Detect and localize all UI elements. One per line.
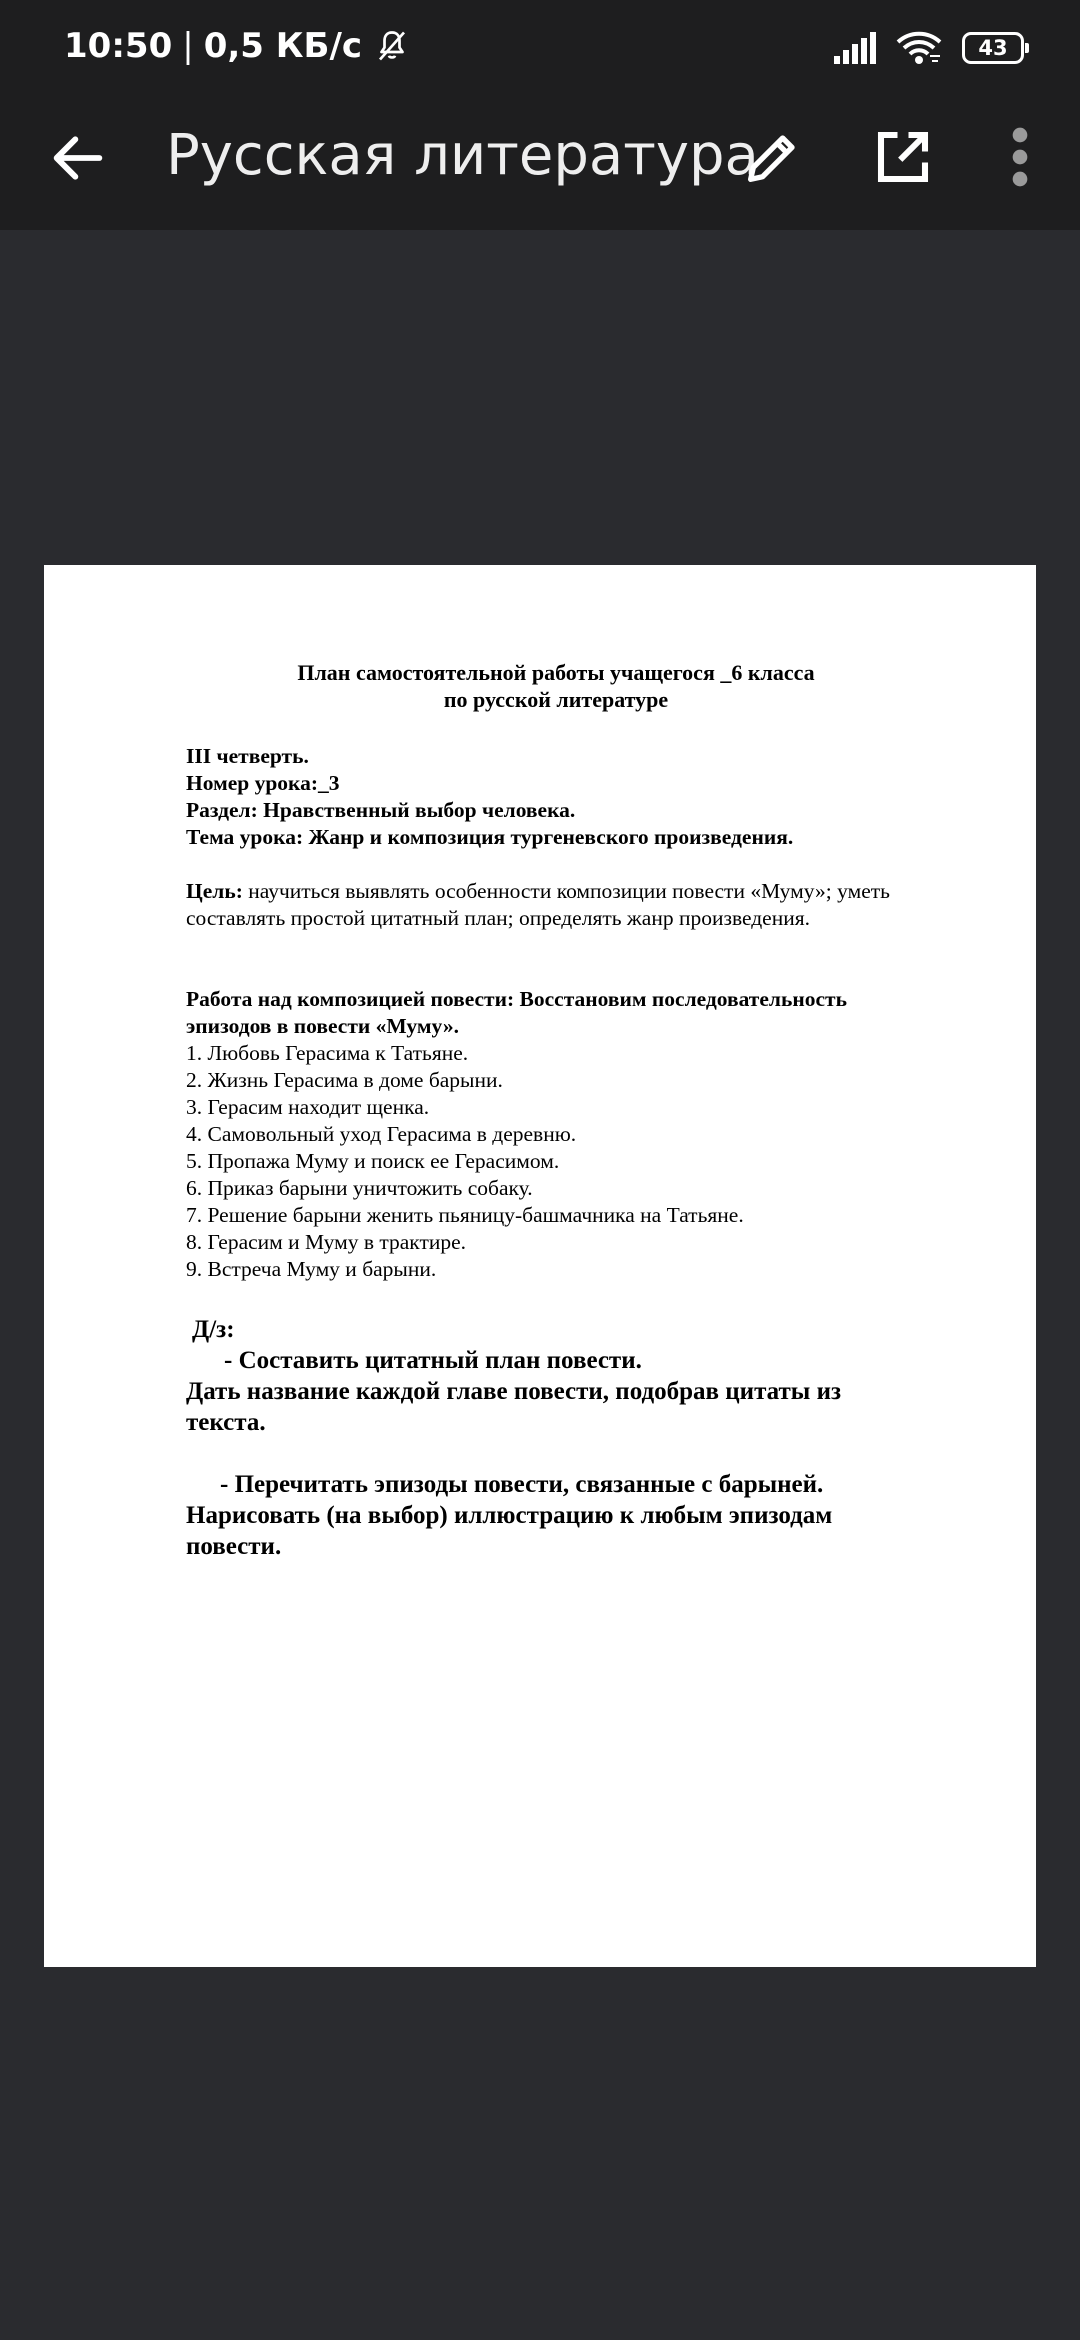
- work-heading: Работа над композицией повести: Восстановим последовательность эпизодов в повести «Муму».: [186, 987, 847, 1038]
- goal-text: научиться выявлять особенности композиции повести «Муму»; уметь составлять простой цитатный план; определять жанр произведения.: [186, 879, 890, 930]
- signal-icon: [834, 32, 876, 64]
- list-item: 7. Решение барыни женить пьяницу-башмачника на Татьяне.: [186, 1203, 744, 1227]
- list-item: 4. Самовольный уход Герасима в деревню.: [186, 1122, 577, 1146]
- bell-off-icon: [374, 28, 410, 64]
- network-speed: 0,5 КБ/с: [203, 26, 363, 66]
- goal-label: Цель:: [186, 879, 243, 903]
- status-bar: [0, 0, 1080, 100]
- list-item: 1. Любовь Герасима к Татьяне.: [186, 1041, 469, 1065]
- doc-title: [186, 659, 926, 713]
- status-separator: |: [182, 26, 194, 66]
- homework-2-title: - Перечитать эпизоды повести, связанные с барыней.: [220, 1471, 824, 1498]
- battery-icon: [962, 32, 1024, 64]
- battery-level: 43: [978, 36, 1008, 60]
- clock: 10:50: [64, 26, 173, 66]
- back-arrow-icon[interactable]: [46, 126, 110, 190]
- list-item: 8. Герасим и Муму в трактире.: [186, 1230, 467, 1254]
- list-item: 5. Пропажа Муму и поиск ее Герасимом.: [186, 1149, 560, 1173]
- doc-title-line1: План самостоятельной работы учащегося _6 класса: [297, 660, 815, 685]
- list-item: 6. Приказ барыни уничтожить собаку.: [186, 1176, 533, 1200]
- section: Раздел: Нравственный выбор человека.: [186, 798, 576, 822]
- episode-list: [186, 1040, 926, 1283]
- status-left: [64, 26, 410, 66]
- homework-2-text: Нарисовать (на выбор) иллюстрацию к любым эпизодам повести.: [186, 1502, 833, 1560]
- edit-pencil-icon[interactable]: [740, 126, 804, 190]
- status-right: [834, 30, 1024, 66]
- document-content: [186, 659, 926, 1562]
- homework-1-text: Дать название каждой главе повести, подобрав цитаты из текста.: [186, 1378, 842, 1436]
- list-item: 2. Жизнь Герасима в доме барыни.: [186, 1068, 503, 1092]
- list-item: 3. Герасим находит щенка.: [186, 1095, 430, 1119]
- more-vert-icon[interactable]: [1002, 124, 1038, 190]
- wifi-icon: [896, 30, 942, 66]
- app-bar: [0, 100, 1080, 230]
- homework: [186, 1315, 926, 1562]
- doc-title-line2: по русской литературе: [443, 687, 669, 712]
- quarter: III четверть.: [186, 744, 309, 768]
- homework-1-title: - Составить цитатный план повести.: [224, 1347, 642, 1374]
- lesson-meta: [186, 743, 926, 851]
- document-page[interactable]: [44, 565, 1036, 1967]
- open-external-icon[interactable]: [870, 124, 936, 190]
- lesson-number: Номер урока:_3: [186, 771, 340, 795]
- document-title: Русская литература: [166, 123, 759, 188]
- lesson-topic: Тема урока: Жанр и композиция тургеневского произведения.: [186, 825, 794, 849]
- homework-label: Д/з:: [192, 1316, 235, 1343]
- lesson-goal: [186, 878, 926, 932]
- list-item: 9. Встреча Муму и барыни.: [186, 1257, 437, 1281]
